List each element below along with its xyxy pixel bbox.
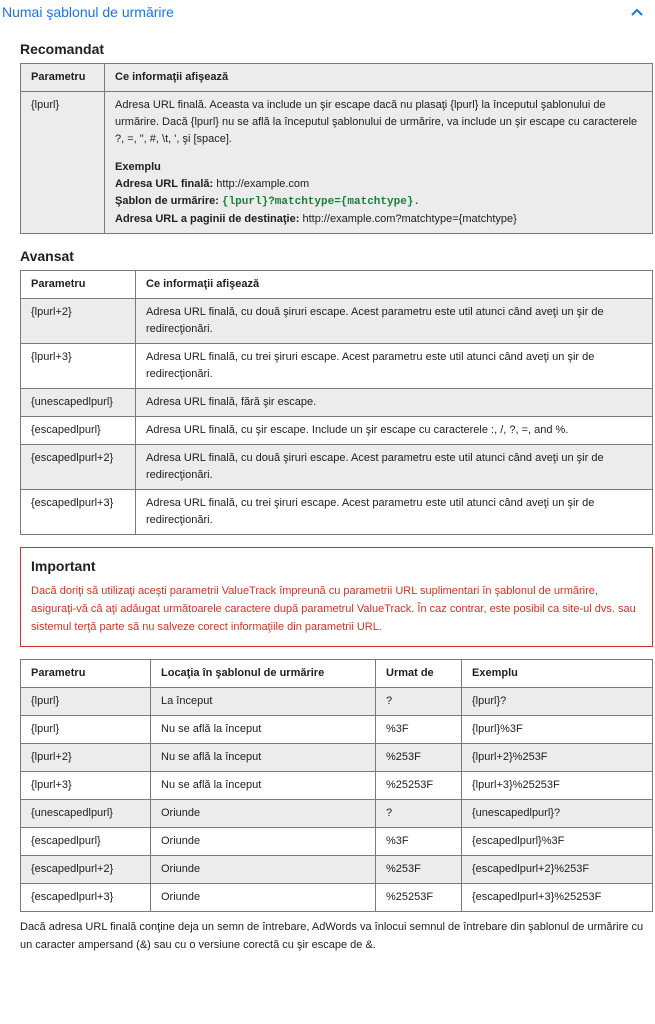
desc-cell: [105, 92, 653, 234]
template-code: {lpurl}?matchtype={matchtype}.: [221, 196, 421, 208]
param-cell: {escapedlpurl+2}: [21, 445, 136, 490]
example-cell: {lpurl+3}%25253F: [462, 772, 653, 800]
col-header-exemplu: Exemplu: [462, 660, 653, 688]
desc-cell: Adresa URL finală, cu trei şiruri escape. Acest parametru este util atunci când aveţi un şir de redirecţionări.: [136, 490, 653, 535]
desc-cell: Adresa URL finală, cu trei şiruri escape. Acest parametru este util atunci când aveţi un şir de redirecţionări.: [136, 344, 653, 389]
table-row: [21, 744, 653, 772]
desc-cell: Adresa URL finală, cu două şiruri escape. Acest parametru este util atunci când aveţi un şir de redirecţionări.: [136, 299, 653, 344]
table-row: [21, 800, 653, 828]
col-header-locatie: Locaţia în şablonul de urmărire: [151, 660, 376, 688]
table-row: [21, 856, 653, 884]
table-header-row: [21, 271, 653, 299]
landing-url-value: http://example.com?matchtype={matchtype}: [302, 213, 517, 225]
table-row: [21, 299, 653, 344]
location-cell: Oriunde: [151, 856, 376, 884]
param-cell: {escapedlpurl}: [21, 417, 136, 445]
param-cell: {unescapedlpurl}: [21, 389, 136, 417]
table-row: [21, 828, 653, 856]
table-row: [21, 688, 653, 716]
col-header-urmat: Urmat de: [376, 660, 462, 688]
example-cell: {lpurl}?: [462, 688, 653, 716]
col-header-info: Ce informaţii afişează: [105, 64, 653, 92]
table-header-row: [21, 660, 653, 688]
example-cell: {escapedlpurl}%3F: [462, 828, 653, 856]
table-row: [21, 417, 653, 445]
followed-by-cell: %3F: [376, 828, 462, 856]
param-cell: {lpurl+3}: [21, 344, 136, 389]
example-cell: {escapedlpurl+3}%25253F: [462, 884, 653, 912]
accordion-title[interactable]: Numai şablonul de urmărire: [2, 4, 174, 20]
section-heading-recomandat: Recomandat: [20, 41, 105, 57]
location-table: [20, 659, 653, 912]
example-cell: {escapedlpurl+2}%253F: [462, 856, 653, 884]
location-cell: Nu se află la început: [151, 716, 376, 744]
param-cell: {lpurl}: [21, 716, 151, 744]
followed-by-cell: %25253F: [376, 884, 462, 912]
followed-by-cell: ?: [376, 688, 462, 716]
desc-cell: Adresa URL finală, cu două şiruri escape. Acest parametru este util atunci când aveţi un şir de redirecţionări.: [136, 445, 653, 490]
col-header-parametru: Parametru: [21, 64, 105, 92]
section-heading-avansat: Avansat: [20, 248, 74, 264]
final-url-label: Adresa URL finală:: [115, 178, 214, 190]
table-row: [21, 884, 653, 912]
col-header-parametru: Parametru: [21, 271, 136, 299]
table-row: [21, 92, 653, 234]
table-row: [21, 389, 653, 417]
param-cell: {lpurl+3}: [21, 772, 151, 800]
location-cell: Nu se află la început: [151, 744, 376, 772]
accordion-content: [0, 41, 655, 954]
landing-url-label: Adresa URL a paginii de destinaţie:: [115, 213, 300, 225]
col-header-parametru: Parametru: [21, 660, 151, 688]
table-row: [21, 445, 653, 490]
param-cell: {lpurl+2}: [21, 299, 136, 344]
example-cell: {unescapedlpurl}?: [462, 800, 653, 828]
param-description: Adresa URL finală. Aceasta va include un şir escape dacă nu plasaţi {lpurl} la începutul şablonului de urmărire. Dacă {lpurl} nu se află la începutul şablonului de urmărire, va include un şir escape cu caracterele ?, =, ", #, \t, ', şi [space].: [115, 99, 638, 145]
accordion-header[interactable]: [0, 0, 655, 26]
followed-by-cell: %253F: [376, 856, 462, 884]
table-row: [21, 490, 653, 535]
recommended-table: [20, 63, 653, 234]
param-cell: {escapedlpurl}: [21, 828, 151, 856]
param-cell: {lpurl+2}: [21, 744, 151, 772]
param-cell: {lpurl}: [21, 92, 105, 234]
advanced-table: [20, 270, 653, 535]
important-heading: Important: [31, 558, 96, 574]
table-header-row: [21, 64, 653, 92]
location-cell: La început: [151, 688, 376, 716]
template-label: Şablon de urmărire:: [115, 195, 219, 207]
followed-by-cell: ?: [376, 800, 462, 828]
param-cell: {unescapedlpurl}: [21, 800, 151, 828]
followed-by-cell: %25253F: [376, 772, 462, 800]
important-text: Dacă doriţi să utilizaţi aceşti parametrii ValueTrack împreună cu parametrii URL suplimentari în şablonul de urmărire, asiguraţi-vă că aţi adăugat următoarele caractere după parametrul ValueTrack. În caz contrar, este posibil ca site-ul dvs. sau sistemul terţă parte să nu salveze corect informaţiile din parametrii URL.: [31, 585, 636, 633]
example-cell: {lpurl+2}%253F: [462, 744, 653, 772]
location-cell: Oriunde: [151, 828, 376, 856]
followed-by-cell: %253F: [376, 744, 462, 772]
chevron-up-icon[interactable]: [630, 6, 644, 18]
table-row: [21, 772, 653, 800]
table-row: [21, 344, 653, 389]
location-cell: Oriunde: [151, 884, 376, 912]
col-header-info: Ce informaţii afişează: [136, 271, 653, 299]
param-cell: {lpurl}: [21, 688, 151, 716]
important-callout: [20, 547, 653, 647]
param-cell: {escapedlpurl+2}: [21, 856, 151, 884]
location-cell: Nu se află la început: [151, 772, 376, 800]
param-cell: {escapedlpurl+3}: [21, 490, 136, 535]
location-cell: Oriunde: [151, 800, 376, 828]
followed-by-cell: %3F: [376, 716, 462, 744]
final-url-value: http://example.com: [216, 178, 310, 190]
desc-cell: Adresa URL finală, cu şir escape. Include un şir escape cu caracterele :, /, ?, =, and %.: [136, 417, 653, 445]
param-cell: {escapedlpurl+3}: [21, 884, 151, 912]
table-row: [21, 716, 653, 744]
example-cell: {lpurl}%3F: [462, 716, 653, 744]
example-heading: Exemplu: [115, 161, 161, 173]
desc-cell: Adresa URL finală, fără şir escape.: [136, 389, 653, 417]
footer-note: Dacă adresa URL finală conţine deja un semn de întrebare, AdWords va înlocui semnul de întrebare din şablonul de urmărire cu un caracter ampersand (&) sau cu o versiune corectă cu şir escape de &.: [20, 921, 644, 951]
example-block: [115, 159, 642, 228]
